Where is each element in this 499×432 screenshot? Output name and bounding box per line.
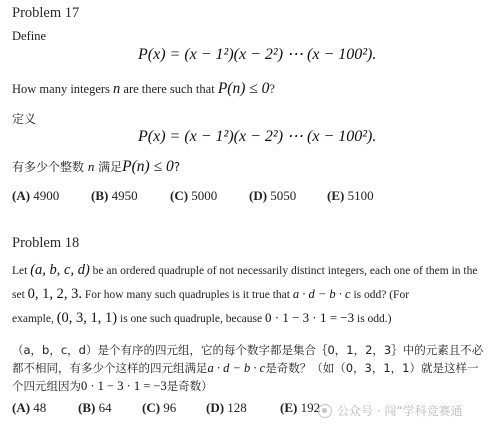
p17-cn-equation: P(x) = (x − 1²)(x − 2²) ⋯ (x − 100²).: [138, 128, 377, 145]
choice-label: (C): [170, 188, 189, 203]
choice-label: (E): [327, 188, 345, 203]
p17-cn-question-var: n: [87, 159, 95, 174]
p17-question-mid: are there such that: [120, 82, 218, 96]
choice-label: (B): [91, 188, 109, 203]
choice-value: 5100: [347, 188, 374, 203]
p18-cn3-math: 0 · 1 − 3 · 1 = −3: [81, 379, 167, 393]
choice-label: (A): [12, 400, 31, 415]
p18-line-2: [12, 286, 409, 303]
p18-line-1: [12, 262, 477, 279]
p18-l2-mid: For how many such quadruples is it true that: [82, 289, 293, 301]
p18-l3-post: is odd.): [354, 313, 392, 325]
p18-l2-post: is odd? (For: [350, 289, 410, 301]
p18-line-3: [12, 310, 392, 327]
choice-label: (B): [78, 400, 96, 415]
choice-value: 64: [98, 400, 112, 415]
choice-value: 4950: [111, 188, 138, 203]
p17-question: [12, 80, 275, 98]
p18-l2-math2: a · d − b · c: [292, 287, 351, 301]
p18-l1-pre: Let: [12, 265, 31, 277]
p18-choice-a: [12, 400, 46, 416]
p17-choice-d: [249, 188, 296, 204]
choice-value: 96: [163, 400, 177, 415]
p17-question-end: ?: [269, 82, 275, 96]
p18-l3-pre: example,: [12, 313, 57, 325]
p18-l1-post: be an ordered quadruple of not necessarily distinct integers, each one of them in the: [89, 265, 478, 277]
p18-cn-line-1: （a，b，c，d）是个有序的四元组，它的每个数字都是集合｛0，1，2，3｝中的元素且不必: [12, 343, 484, 357]
p17-cn-question-math: P(n) ≤ 0: [122, 158, 174, 175]
choice-value: 48: [33, 400, 47, 415]
p17-question-pre: How many integers: [12, 82, 114, 96]
p18-l1-math: (a, b, c, d): [30, 262, 90, 278]
watermark-text: 公众号 · 闯“学科竞赛通: [337, 404, 463, 418]
choice-label: (E): [280, 400, 298, 415]
p17-define-label: Define: [12, 29, 47, 43]
p18-cn2-math: a · d − b · c: [207, 361, 266, 375]
problem-18-title: Problem 18: [12, 235, 80, 251]
choice-label: (C): [142, 400, 161, 415]
p18-l3-math2: 0 · 1 − 3 · 1 = −3: [264, 310, 355, 325]
p17-choice-a: [12, 188, 59, 204]
p17-equation: P(x) = (x − 1²)(x − 2²) ⋯ (x − 100²).: [138, 46, 377, 63]
p17-question-math: P(n) ≤ 0: [217, 80, 270, 97]
choice-value: 128: [227, 400, 247, 415]
watermark: [318, 402, 463, 419]
choice-value: 5050: [270, 188, 297, 203]
p18-cn3-post: 是奇数）: [166, 379, 213, 393]
p17-cn-question-end: ?: [173, 160, 181, 174]
p18-cn-line-3: [12, 378, 213, 394]
p17-choice-c: [170, 188, 217, 204]
p18-cn2-pre: 都不相同，有多少个这样的四元组满足: [12, 361, 208, 375]
p18-cn3-pre: 个四元组因为: [12, 379, 81, 393]
choice-label: (D): [249, 188, 268, 203]
choice-value: 192: [300, 400, 321, 415]
problem-17-title: Problem 17: [12, 5, 80, 21]
p17-cn-question-pre: 有多少个整数: [12, 160, 88, 174]
choice-label: (A): [12, 188, 31, 203]
p18-cn-line-2: [12, 360, 479, 376]
p18-l3-math: (0, 3, 1, 1): [56, 310, 118, 326]
p18-choice-e: [280, 400, 320, 416]
wechat-icon: [318, 404, 332, 418]
p18-choice-b: [78, 400, 112, 416]
p17-cn-question: [12, 158, 180, 176]
p17-choice-b: [91, 188, 138, 204]
p18-cn2-post: 是奇数？（如（0，3，1，1）就是这样一: [265, 361, 479, 375]
p18-l3-mid: is one such quadruple, because: [117, 313, 265, 325]
p17-cn-define-label: 定义: [12, 112, 37, 126]
p18-l2-math: 0, 1, 2, 3.: [27, 286, 83, 302]
p18-choice-c: [142, 400, 176, 416]
p18-l2-pre: set: [12, 289, 28, 301]
p17-choice-e: [327, 188, 374, 204]
choice-value: 4900: [33, 188, 60, 203]
p17-cn-question-mid: 满足: [94, 160, 123, 174]
p18-choice-d: [206, 400, 247, 416]
choice-value: 5000: [191, 188, 218, 203]
p17-question-var: n: [113, 81, 121, 97]
choice-label: (D): [206, 400, 225, 415]
